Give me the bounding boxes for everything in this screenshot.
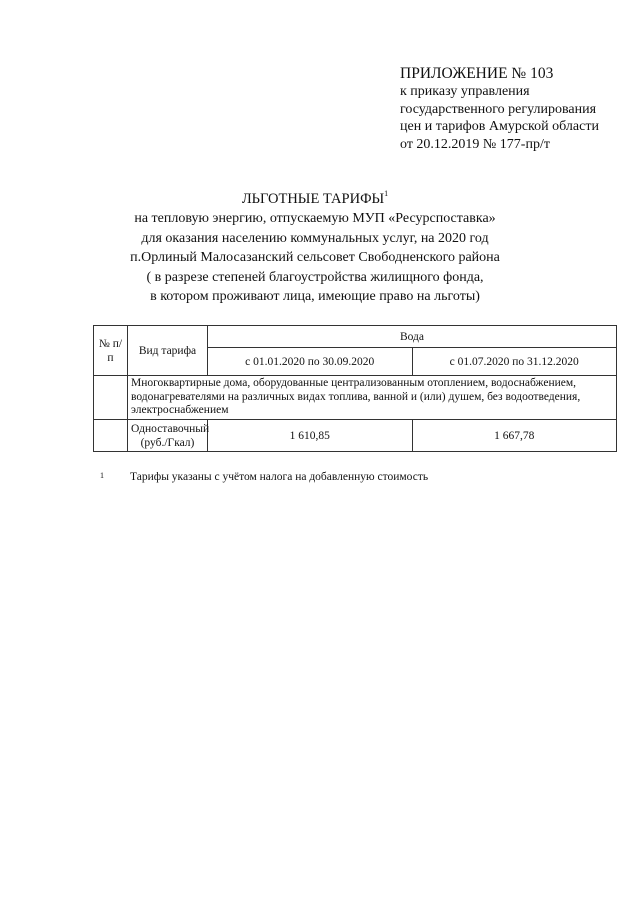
heading-line: ( в разрезе степеней благоустройства жилищного фонда, (146, 269, 484, 285)
tariff-type-cell: Одноставочный (руб./Гкал) (128, 420, 208, 452)
column-header-period-1: с 01.01.2020 по 30.09.2020 (208, 348, 413, 376)
column-group-water: Вода (208, 326, 617, 348)
column-header-number: № п/п (94, 326, 128, 376)
tariff-table (93, 325, 617, 452)
footnote (100, 469, 428, 484)
document-heading (80, 189, 550, 307)
footnote-reference: 1 (384, 189, 389, 198)
heading-line: для оказания населению коммунальных услуг, на 2020 год (141, 230, 489, 246)
appendix-line: от 20.12.2019 № 177-пр/т (400, 136, 550, 152)
tariff-value-period-1: 1 610,85 (208, 420, 413, 452)
appendix-line: к приказу управления (400, 84, 530, 99)
tariff-value-period-2: 1 667,78 (412, 420, 617, 452)
column-header-period-2: с 01.07.2020 по 31.12.2020 (412, 348, 617, 376)
heading-line: в котором проживают лица, имеющие право на льготы) (150, 289, 480, 304)
column-header-tariff-type: Вид тарифа (128, 326, 208, 376)
table-row (94, 420, 617, 452)
heading-line: п.Орлиный Малосазанский сельсовет Свободненского района (130, 250, 500, 265)
footnote-mark: 1 (100, 471, 104, 480)
category-number-cell (94, 376, 128, 420)
heading-line: на тепловую энергию, отпускаемую МУП «Ресурспоставка» (134, 211, 496, 226)
document-title (80, 189, 550, 209)
document-title-text: ЛЬГОТНЫЕ ТАРИФЫ (241, 191, 385, 207)
housing-category: Многоквартирные дома, оборудованные централизованным отоплением, водоснабжением, водонагревателями на различных видах топлива, ванной и (или) душем, без водоотведения, электроснабжением (128, 376, 617, 420)
appendix-line: государственного регулирования (400, 101, 597, 117)
footnote-text: Тарифы указаны с учётом налога на добавленную стоимость (130, 471, 429, 483)
appendix-line: цен и тарифов Амурской области (400, 119, 599, 134)
row-number-cell (94, 420, 128, 452)
appendix-header (400, 64, 636, 153)
appendix-title: ПРИЛОЖЕНИЕ № 103 (400, 65, 554, 82)
